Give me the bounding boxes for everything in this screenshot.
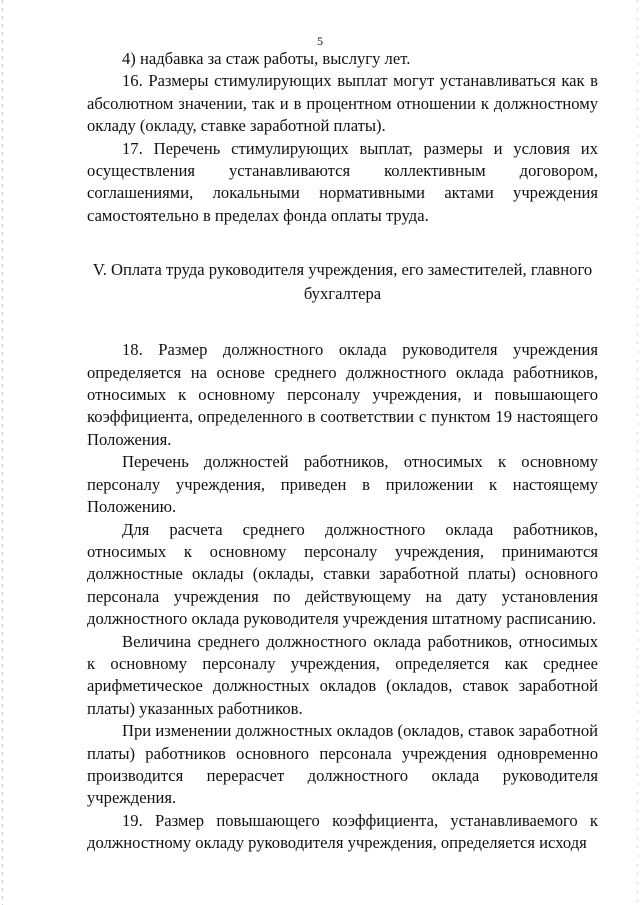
- scan-edge-left: [2, 0, 3, 905]
- page-number: 5: [317, 34, 323, 48]
- paragraph-average-value: Величина среднего должностного оклада работников, относимых к основному персоналу учреждения, определяется как среднее арифметическое должностных окладов (окладов, ставок заработной платы) указанных работников.: [87, 631, 598, 718]
- paragraph-19: 19. Размер повышающего коэффициента, устанавливаемого к должностному окладу руководителя учреждения, определяется исходя: [87, 810, 598, 853]
- paragraph-18: 18. Размер должностного оклада руководителя учреждения определяется на основе среднего должностного оклада работников, относимых к основному персоналу учреждения, и повышающего коэффициента, определенного в соответствии с пунктом 19 настоящего Положения.: [87, 340, 598, 449]
- paragraph-positions-list: Перечень должностей работников, относимых к основному персоналу учреждения, приведен в приложении к настоящему Положению.: [87, 452, 598, 517]
- paragraph-average-calculation: Для расчета среднего должностного оклада работников, относимых к основному персоналу учреждения, принимаются должностные оклады (оклады, ставки заработной платы) основного персонала учреждения по действующему на дату установления должностного оклада руководителя учреждения штатному расписанию.: [87, 519, 598, 629]
- paragraph-16: 16. Размеры стимулирующих выплат могут устанавливаться как в абсолютном значении, так и в процентном отношении к должностному окладу (окладу, ставке заработной платы).: [87, 71, 598, 136]
- document-body: [87, 48, 598, 855]
- paragraph-recalculation: При изменении должностных окладов (окладов, ставок заработной платы) работников основного персонала учреждения одновременно производится перерасчет должностного оклада руководителя учреждения.: [87, 721, 598, 808]
- section-heading: V. Оплата труда руководителя учреждения, его заместителей, главного бухгалтера: [92, 260, 593, 304]
- scan-edge-right: [637, 0, 638, 905]
- paragraph-17: 17. Перечень стимулирующих выплат, размеры и условия их осуществления устанавливаются коллективным договором, соглашениями, локальными нормативными актами учреждения самостоятельно в пределах фонда оплаты труда.: [87, 138, 598, 225]
- list-item-4: 4) надбавка за стаж работы, выслугу лет.: [122, 49, 411, 68]
